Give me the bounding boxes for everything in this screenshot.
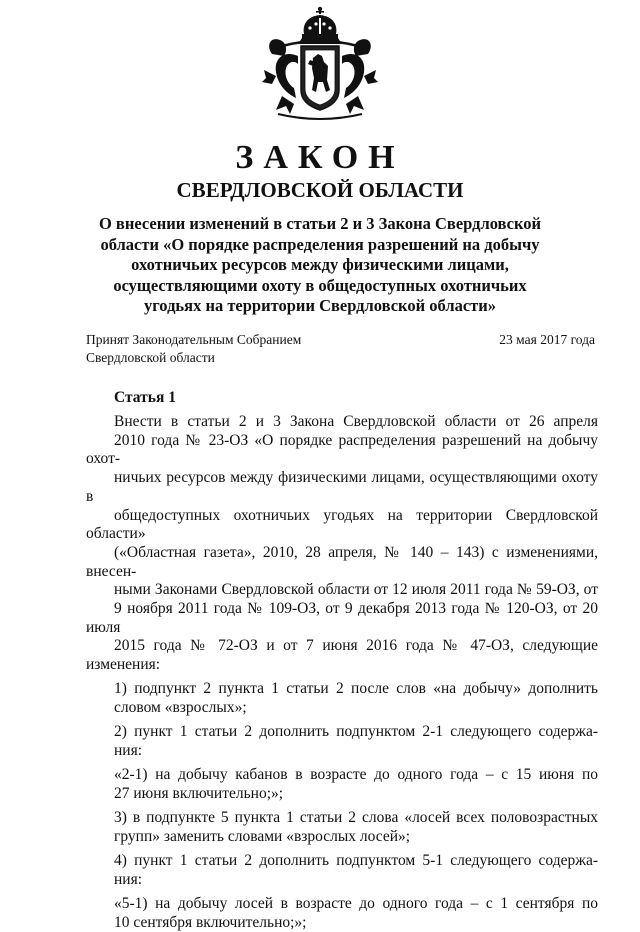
law-subject: [95, 214, 545, 317]
paragraph-line: словом «взрослых»;: [114, 699, 247, 717]
paragraph-line: общедоступных охотничьих угодьях на территории Свердловской области»: [86, 506, 598, 543]
article-paragraph: [86, 852, 598, 889]
article-heading: Статья 1: [114, 389, 176, 406]
adopted-by: [86, 331, 386, 367]
region-title: СВЕРДЛОВСКОЙ ОБЛАСТИ: [176, 178, 464, 202]
paragraph-line: 2015 года № 72-ОЗ и от 7 июня 2016 года № 47-ОЗ, следующие изменения:: [86, 637, 598, 674]
paragraph-line: «2-1) на добычу кабанов в возрасте до одного года – с 15 июня по: [114, 766, 598, 784]
article-paragraph: [86, 723, 598, 760]
paragraph-line: 27 июня включительно;»;: [114, 784, 284, 802]
paragraph-line: 1) подпункт 2 пункта 1 статьи 2 после слов «на добычу» дополнить: [114, 680, 598, 698]
paragraph-line: «5-1) на добычу лосей в возрасте до одного года – с 1 сентября по: [114, 894, 598, 912]
article-body: [86, 413, 598, 932]
adoption-date: 23 мая 2017 года: [499, 332, 595, 347]
paragraph-line: («Областная газета», 2010, 28 апреля, № 140 – 143) с изменениями, внесен-: [86, 543, 598, 580]
adopted-by-line: Принят Законодательным Собранием: [86, 332, 302, 347]
paragraph-line: групп» заменить словами «взрослых лосей»;: [114, 827, 411, 845]
paragraph-line: ными Законами Свердловской области от 12 июля 2011 года № 59-ОЗ, от: [114, 581, 598, 599]
paragraph-line: 2) пункт 1 статьи 2 дополнить подпунктом 2-1 следующего содержа-: [114, 723, 598, 741]
law-subject-line: осуществляющими охоту в общедоступных охотничьих: [113, 275, 527, 295]
law-subject-line: угодьях на территории Свердловской области»: [143, 296, 497, 315]
paragraph-line: 10 сентября включительно;»;: [114, 913, 307, 931]
paragraph-line: ния:: [114, 741, 143, 759]
adopted-by-line: Свердловской области: [86, 350, 215, 365]
article-paragraph: [86, 895, 598, 932]
paragraph-line: 9 ноября 2011 года № 109-ОЗ, от 9 декабря 2013 года № 120-ОЗ, от 20 июля: [86, 600, 598, 636]
article-paragraph: [86, 413, 598, 675]
law-subject-line: области «О порядке распределения разрешений на добычу: [100, 234, 540, 254]
article-paragraph: [86, 680, 598, 717]
paragraph-line: Внести в статьи 2 и 3 Закона Свердловской области от 26 апреля: [114, 413, 598, 430]
law-subject-line: О внесении изменений в статьи 2 и 3 Закона Свердловской: [98, 214, 542, 233]
law-subject-line: охотничьих ресурсов между физическими лицами,: [131, 255, 509, 274]
paragraph-line: 2010 года № 23-ОЗ «О порядке распределения разрешений на добычу охот-: [86, 431, 598, 468]
paragraph-line: 4) пункт 1 статьи 2 дополнить подпунктом 5-1 следующего содержа-: [114, 851, 598, 869]
coat-of-arms-icon: [258, 6, 382, 124]
article-paragraph: [86, 809, 598, 846]
paragraph-line: ничьих ресурсов между физическими лицами, осуществляющими охоту в: [86, 469, 598, 505]
paragraph-line: ния:: [114, 870, 143, 888]
law-title: ЗАКОН: [235, 139, 405, 176]
article-paragraph: [86, 766, 598, 803]
paragraph-line: 3) в подпункте 5 пункта 1 статьи 2 слова «лосей всех половозрастных: [114, 809, 598, 827]
